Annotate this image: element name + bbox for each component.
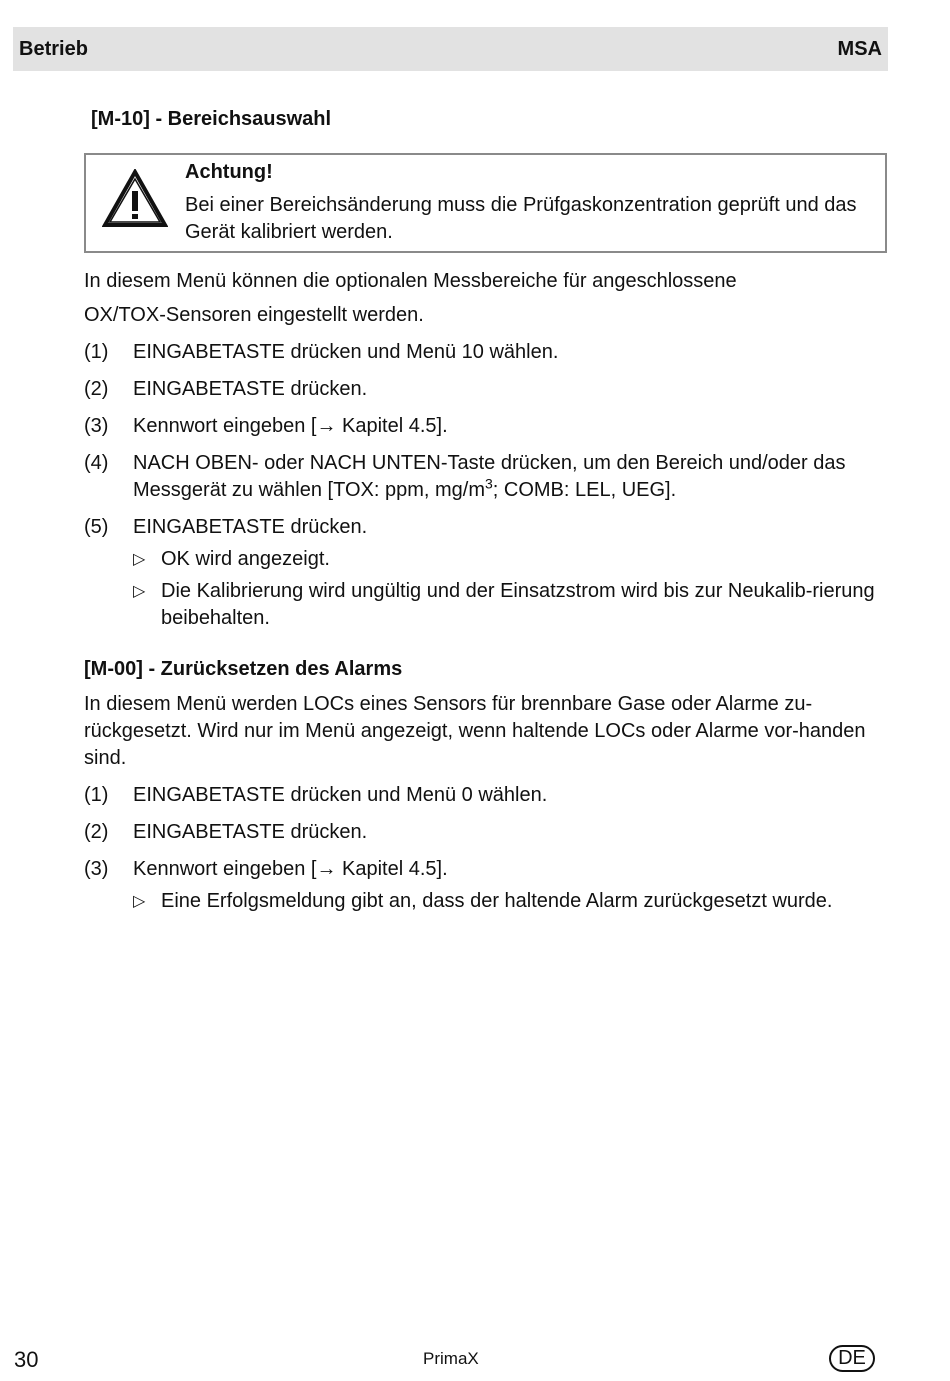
step-text: EINGABETASTE drücken. <box>133 378 368 400</box>
step-text <box>133 856 893 883</box>
result-text: Die Kalibrierung wird ungültig und der Einsatzstrom wird bis zur Neukalib-rierung beibehalten. <box>161 580 875 629</box>
step-text-part: Kennwort eingeben [ <box>133 415 317 437</box>
step-number: (1) <box>84 784 109 806</box>
header-brand: MSA <box>837 38 882 60</box>
step-text <box>133 413 893 440</box>
step-number: (2) <box>84 378 109 400</box>
warning-triangle-icon <box>102 169 168 229</box>
warning-text: Bei einer Bereichsänderung muss die Prüfgaskonzentration geprüft und das Gerät kalibriert werden. <box>185 194 857 243</box>
warning-title: Achtung! <box>185 161 273 183</box>
step-text <box>133 450 893 504</box>
step-text: EINGABETASTE drücken. <box>133 516 368 538</box>
arrow-right-icon: → <box>316 858 337 880</box>
intro-line-1: In diesem Menü können die optionalen Messbereiche für angeschlossene <box>84 270 737 292</box>
header-section-name: Betrieb <box>19 38 88 60</box>
section-title-m00: [M-00] - Zurücksetzen des Alarms <box>84 658 403 680</box>
result-triangle-icon: ▷ <box>133 893 146 910</box>
result-triangle-icon: ▷ <box>133 551 146 568</box>
step-text-part: Kennwort eingeben [ <box>133 858 317 880</box>
step-number: (5) <box>84 516 109 538</box>
section2-intro: In diesem Menü werden LOCs eines Sensors für brennbare Gase oder Alarme zu-rückgesetzt. Wird nur im Menü angezeigt, wenn haltende LOCs oder Alarme vor-handen sind. <box>84 693 866 769</box>
step-text: EINGABETASTE drücken. <box>133 821 368 843</box>
language-badge: DE <box>829 1345 875 1372</box>
page-header <box>13 27 888 71</box>
result-text: Eine Erfolgsmeldung gibt an, dass der haltende Alarm zurückgesetzt wurde. <box>161 890 833 912</box>
step-number: (2) <box>84 821 109 843</box>
step-number: (3) <box>84 415 109 437</box>
step-number: (3) <box>84 858 109 880</box>
result-text: OK wird angezeigt. <box>161 548 330 570</box>
step-text: EINGABETASTE drücken und Menü 10 wählen. <box>133 341 559 363</box>
step-text-part: Kapitel 4.5]. <box>336 858 448 880</box>
intro-line-2: OX/TOX-Sensoren eingestellt werden. <box>84 304 424 326</box>
step-number: (4) <box>84 452 109 474</box>
step-text-part: NACH OBEN- oder NACH UNTEN-Taste drücken, um den Bereich und/oder das Messgerät zu wählen [TOX: ppm, mg/m <box>133 452 846 501</box>
page-number: 30 <box>14 1347 39 1372</box>
product-name: PrimaX <box>423 1349 479 1368</box>
step-number: (1) <box>84 341 109 363</box>
section-title-m10: [M-10] - Bereichsauswahl <box>91 108 332 130</box>
step-text: EINGABETASTE drücken und Menü 0 wählen. <box>133 784 548 806</box>
step-text-part: Kapitel 4.5]. <box>336 415 448 437</box>
arrow-right-icon: → <box>316 415 337 437</box>
result-triangle-icon: ▷ <box>133 583 146 600</box>
warning-box <box>84 153 887 253</box>
step-text-part: ; COMB: LEL, UEG]. <box>492 479 677 501</box>
superscript: 3 <box>484 475 493 492</box>
